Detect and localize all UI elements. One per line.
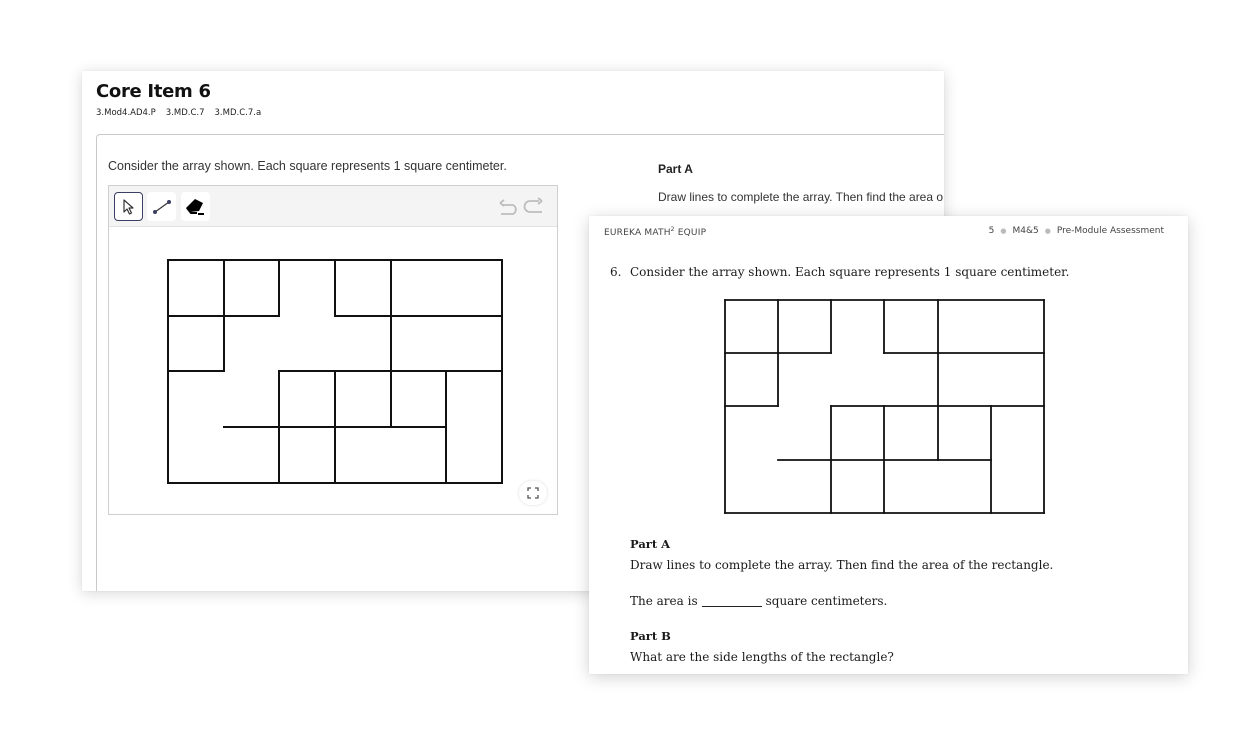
drawing-canvas[interactable] bbox=[108, 185, 558, 515]
select-tool-button[interactable] bbox=[114, 192, 143, 221]
breadcrumb-module: M4&5 bbox=[1012, 226, 1039, 236]
item-title: Core Item 6 bbox=[96, 81, 211, 102]
line-segment-icon bbox=[152, 199, 172, 215]
undo-icon[interactable] bbox=[497, 195, 519, 215]
eraser-icon bbox=[185, 198, 207, 216]
part-b-label-print: Part B bbox=[630, 629, 671, 643]
array-figure bbox=[166, 258, 504, 486]
question-number: 6. bbox=[610, 265, 622, 279]
standard-tag: 3.Mod4.AD4.P bbox=[96, 108, 156, 118]
cursor-arrow-icon bbox=[122, 199, 136, 215]
standards-list bbox=[96, 108, 261, 118]
part-a-instructions: Draw lines to complete the array. Then find the area o bbox=[658, 190, 944, 204]
print-page-panel bbox=[589, 216, 1188, 674]
breadcrumb-assessment: Pre-Module Assessment bbox=[1056, 226, 1164, 236]
breadcrumb bbox=[989, 226, 1164, 236]
breadcrumb-separator: ● bbox=[1000, 227, 1007, 235]
area-answer-line: The area is square centimeters. bbox=[630, 594, 888, 608]
undo-redo-group bbox=[497, 195, 545, 215]
segment-tool-button[interactable] bbox=[147, 192, 176, 221]
question-prompt: 6. Consider the array shown. Each square represents 1 square centimeter. bbox=[610, 265, 1070, 279]
standard-tag: 3.MD.C.7.a bbox=[214, 108, 262, 118]
brand-logo-text: EUREKA MATH$^2$ EQUIP bbox=[604, 226, 707, 238]
breadcrumb-grade: 5 bbox=[988, 226, 995, 236]
part-a-label-print: Part A bbox=[630, 537, 671, 551]
fullscreen-icon bbox=[527, 487, 539, 499]
eraser-tool-button[interactable] bbox=[181, 192, 210, 221]
part-a-instructions-print: Draw lines to complete the array. Then find the area of the rectangle. bbox=[630, 558, 1054, 572]
item-prompt: Consider the array shown. Each square represents 1 square centimeter. bbox=[108, 159, 507, 173]
standard-tag: 3.MD.C.7 bbox=[165, 108, 205, 118]
array-figure-print bbox=[723, 298, 1045, 516]
breadcrumb-separator: ● bbox=[1044, 227, 1051, 235]
drawing-toolbar bbox=[109, 186, 557, 227]
fullscreen-button[interactable] bbox=[519, 481, 547, 505]
redo-icon[interactable] bbox=[523, 195, 545, 215]
part-a-label: Part A bbox=[658, 162, 693, 176]
answer-blank[interactable] bbox=[702, 606, 762, 607]
part-b-question-print: What are the side lengths of the rectangle? bbox=[630, 650, 894, 664]
